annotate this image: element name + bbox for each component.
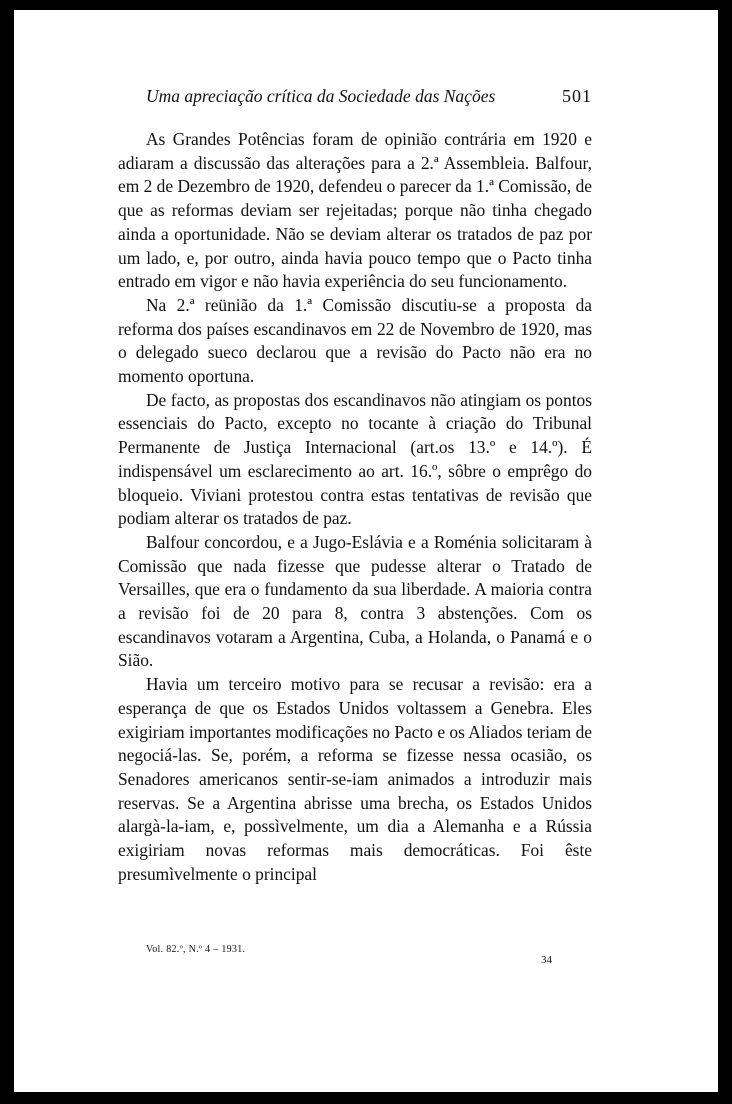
running-header — [146, 86, 592, 114]
page — [14, 10, 718, 1092]
paragraph: Balfour concordou, e a Jugo-Eslávia e a Roménia solicitaram à Comissão que nada fizesse que pudesse alterar o Tratado de Versailles, que era o fundamento da sua liberdade. A maioria contra a revisão foi de 20 para 8, contra 3 abstenções. Com os escandinavos votaram a Argentina, Cuba, a Holanda, o Panamá e o Sião. — [118, 531, 592, 671]
paragraph: De facto, as propostas dos escandinavos não atingiam os pontos essenciais do Pacto, excepto no tocante à criação do Tribunal Permanente de Justiça Internacional (art.os 13.º e 14.º). É indispensável um esclarecimento ao art. 16.º, sôbre o emprêgo do bloqueio. Viviani protestou contra estas tentativas de revisão que podiam alterar os tratados de paz. — [118, 389, 592, 529]
volume-note: Vol. 82.º, N.º 4 – 1931. — [146, 944, 246, 955]
signature-mark: 34 — [541, 954, 552, 966]
paragraph: Na 2.ª reünião da 1.ª Comissão discutiu-se a proposta da reforma dos países escandinavos em 22 de Novembro de 1920, mas o delegado sueco declarou que a revisão do Pacto não era no momento oportuna. — [118, 294, 592, 387]
paragraph: As Grandes Potências foram de opinião contrária em 1920 e adiaram a discussão das alterações para a 2.ª Assembleia. Balfour, em 2 de Dezembro de 1920, defendeu o parecer da 1.ª Comissão, de que as reformas deviam ser rejeitadas; porque não tinha chegado ainda a oportunidade. Não se deviam alterar os tratados de paz por um lado, e, por outro, ainda havia pouco tempo que o Pacto tinha entrado em vigor e não havia experiência do seu funcionamento. — [118, 129, 592, 292]
page-number: 501 — [562, 86, 592, 106]
body-text — [118, 128, 592, 887]
running-title: Uma apreciação crítica da Sociedade das Nações — [146, 86, 496, 106]
paragraph: Havia um terceiro motivo para se recusar a revisão: era a esperança de que os Estados Unidos voltassem a Genebra. Eles exigiriam importantes modificações no Pacto e os Aliados teriam de negociá-las. Se, porém, a reforma se fizesse nessa ocasião, os Senadores americanos sentir-se-iam animados a introduzir mais reservas. Se a Argentina abrisse uma brecha, os Estados Unidos alargà-la-iam, e, possìvelmente, um dia a Alemanha e a Rússia exigiriam novas reformas mais democráticas. Foi êste presumìvelmente o principal — [118, 674, 592, 884]
